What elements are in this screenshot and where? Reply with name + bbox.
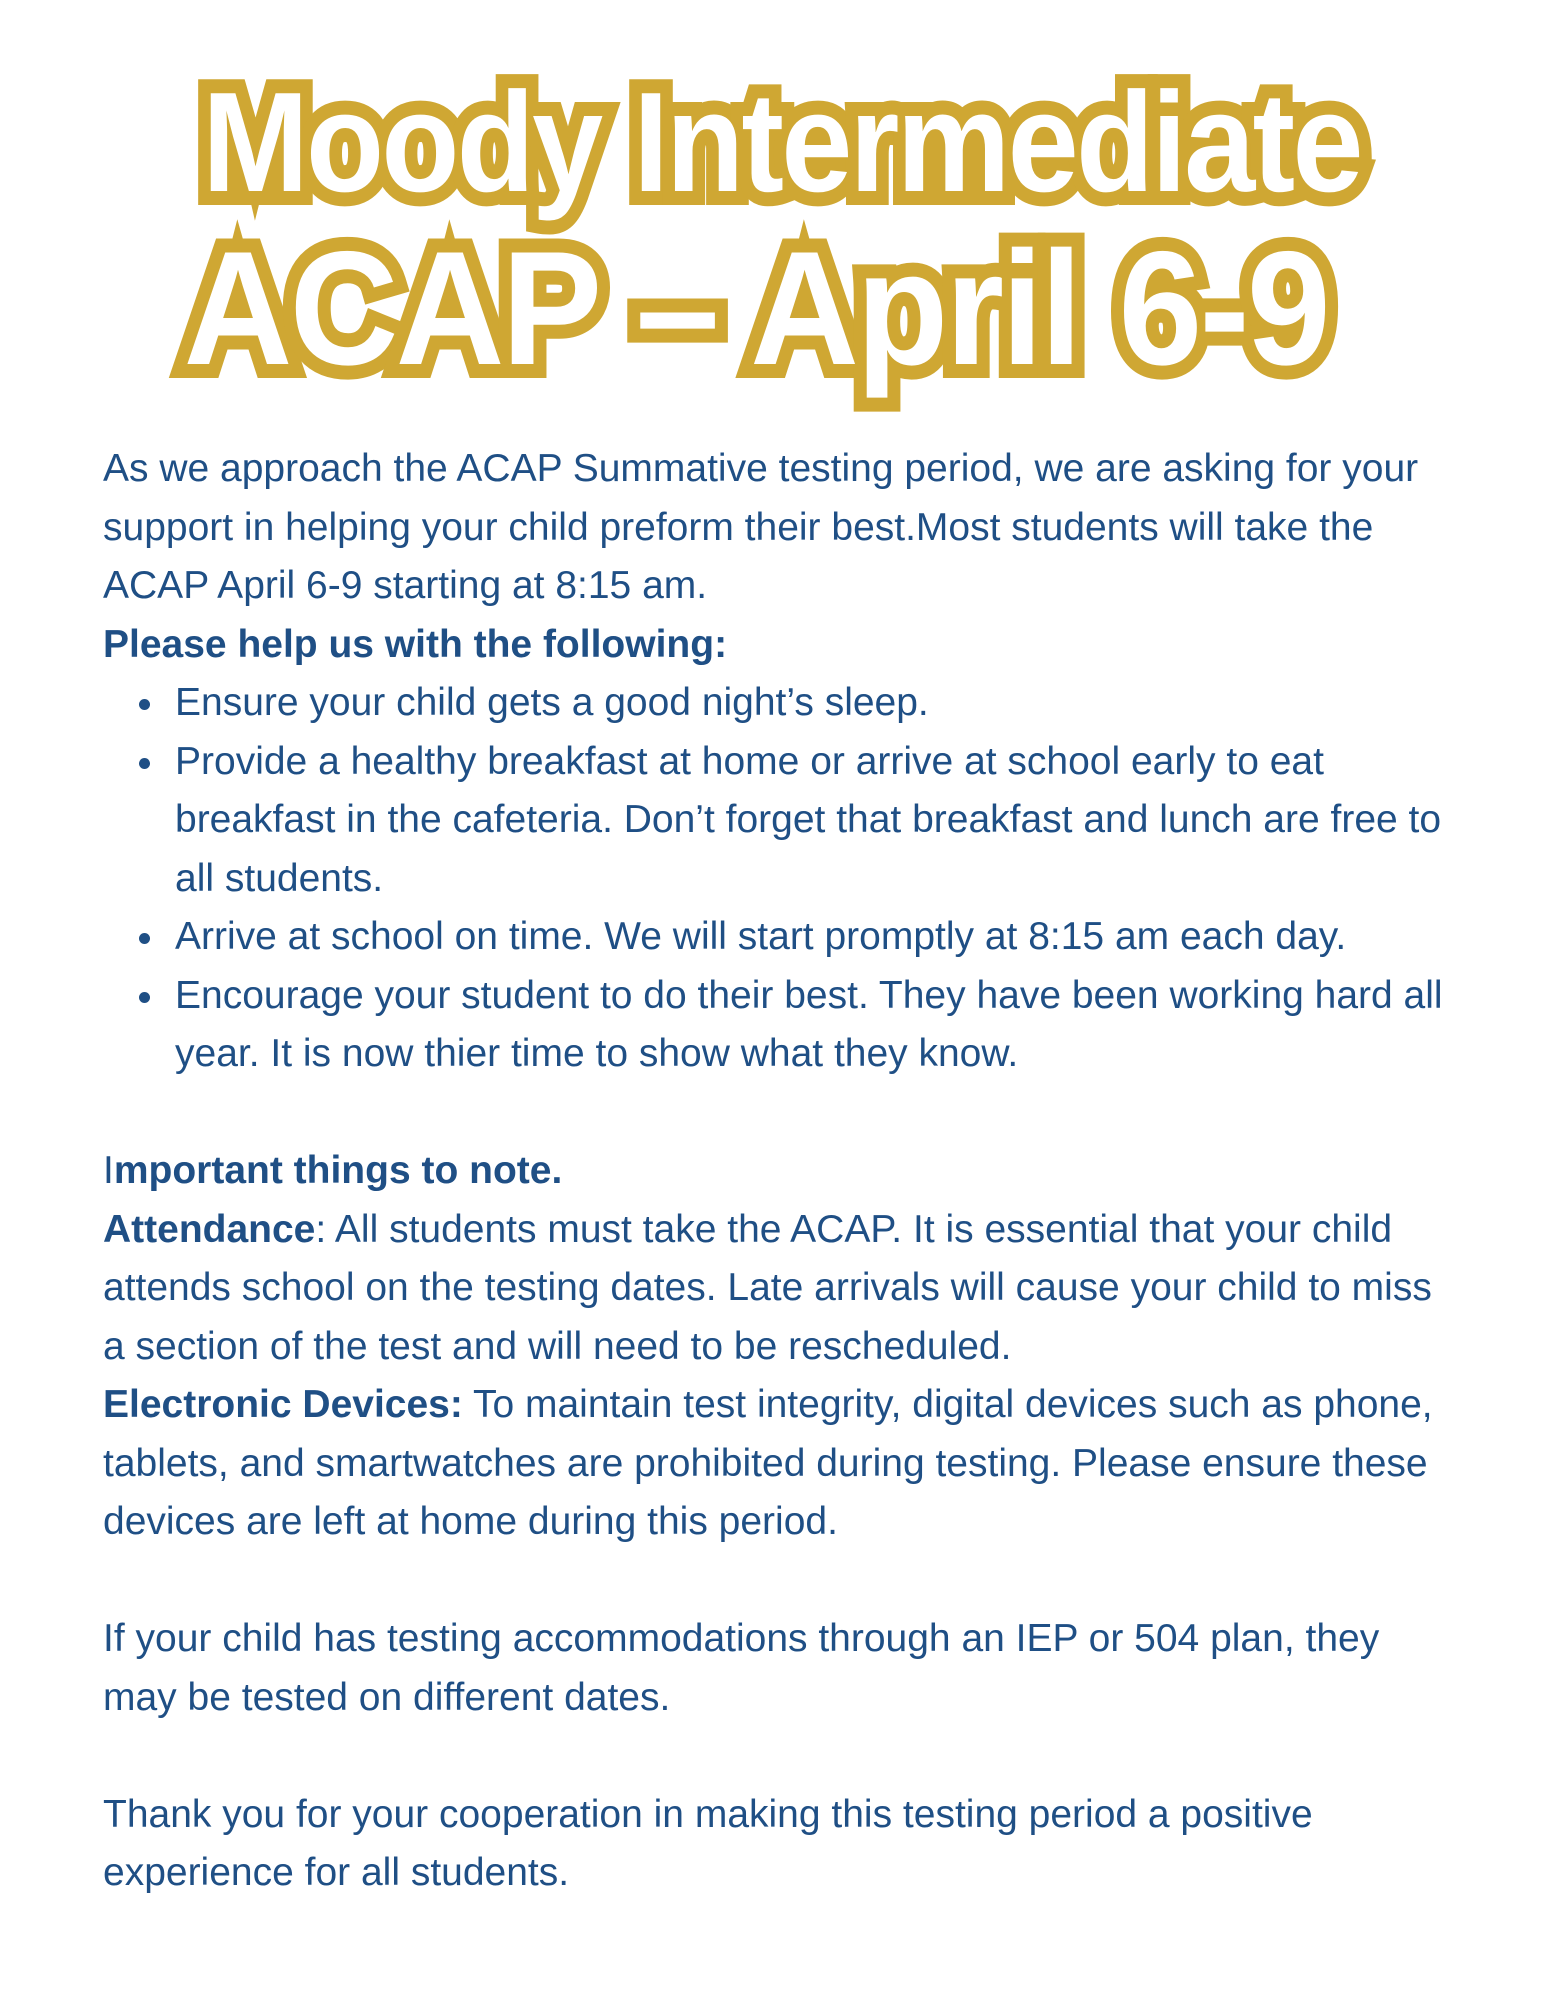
intro-paragraph: As we approach the ACAP Summative testing period, we are asking for your support in helping your child preform their best.Most students will take the ACAP April 6-9 starting at 8:15 am.	[103, 447, 1419, 607]
bullet-icon	[139, 699, 150, 710]
list-item	[175, 908, 1443, 967]
accommodations-paragraph: If your child has testing accommodations through an IEP or 504 plan, they may be tested on different dates.	[103, 1617, 1380, 1719]
list-item-text: Ensure your child gets a good night’s sleep.	[175, 681, 929, 724]
bullet-icon	[139, 992, 150, 1003]
list-item-text: Provide a healthy breakfast at home or arrive at school early to eat breakfast in the cafeteria. Don’t forget that breakfast and lunch are free to all students.	[175, 739, 1442, 900]
closing-paragraph: Thank you for your cooperation in making this testing period a positive experience for all students.	[103, 1792, 1313, 1894]
attendance-label: Attendance	[103, 1207, 316, 1251]
bullet-icon	[139, 758, 150, 769]
devices-paragraph	[103, 1376, 1443, 1552]
help-list	[103, 674, 1443, 1084]
page-title	[0, 62, 1545, 399]
spacer	[103, 1084, 1443, 1143]
devices-label: Electronic Devices:	[103, 1383, 463, 1426]
attendance-paragraph	[103, 1201, 1443, 1377]
list-item-text: Encourage your student to do their best. They have been working hard all year. It is now thier time to show what they know.	[175, 973, 1443, 1075]
spacer	[103, 1727, 1443, 1786]
notes-heading	[103, 1142, 1443, 1201]
bullet-icon	[139, 933, 150, 944]
attendance-text: : All students must take the ACAP. It is essential that your child attends school on the testing dates. Late arrivals will cause your child to miss a section of the test and will need to be rescheduled.	[103, 1207, 1432, 1368]
list-item	[175, 733, 1443, 909]
devices-text: To maintain test integrity, digital devices such as phone, tablets, and smartwatches are prohibited during testing. Please ensure these devices are left at home during this period.	[103, 1383, 1433, 1543]
list-item-text: Arrive at school on time. We will start promptly at 8:15 am each day.	[175, 915, 1347, 958]
letter-body	[103, 440, 1443, 1903]
spacer	[103, 1552, 1443, 1611]
help-heading: Please help us with the following:	[103, 622, 728, 666]
list-item	[175, 967, 1443, 1084]
notes-heading-rest: mportant things to note.	[113, 1149, 563, 1192]
list-item	[175, 674, 1443, 733]
notes-heading-initial: I	[103, 1149, 114, 1192]
title-test-dates: ACAP – April 6-9	[183, 218, 1328, 399]
title-school-name: Moody Intermediate	[202, 63, 1361, 222]
